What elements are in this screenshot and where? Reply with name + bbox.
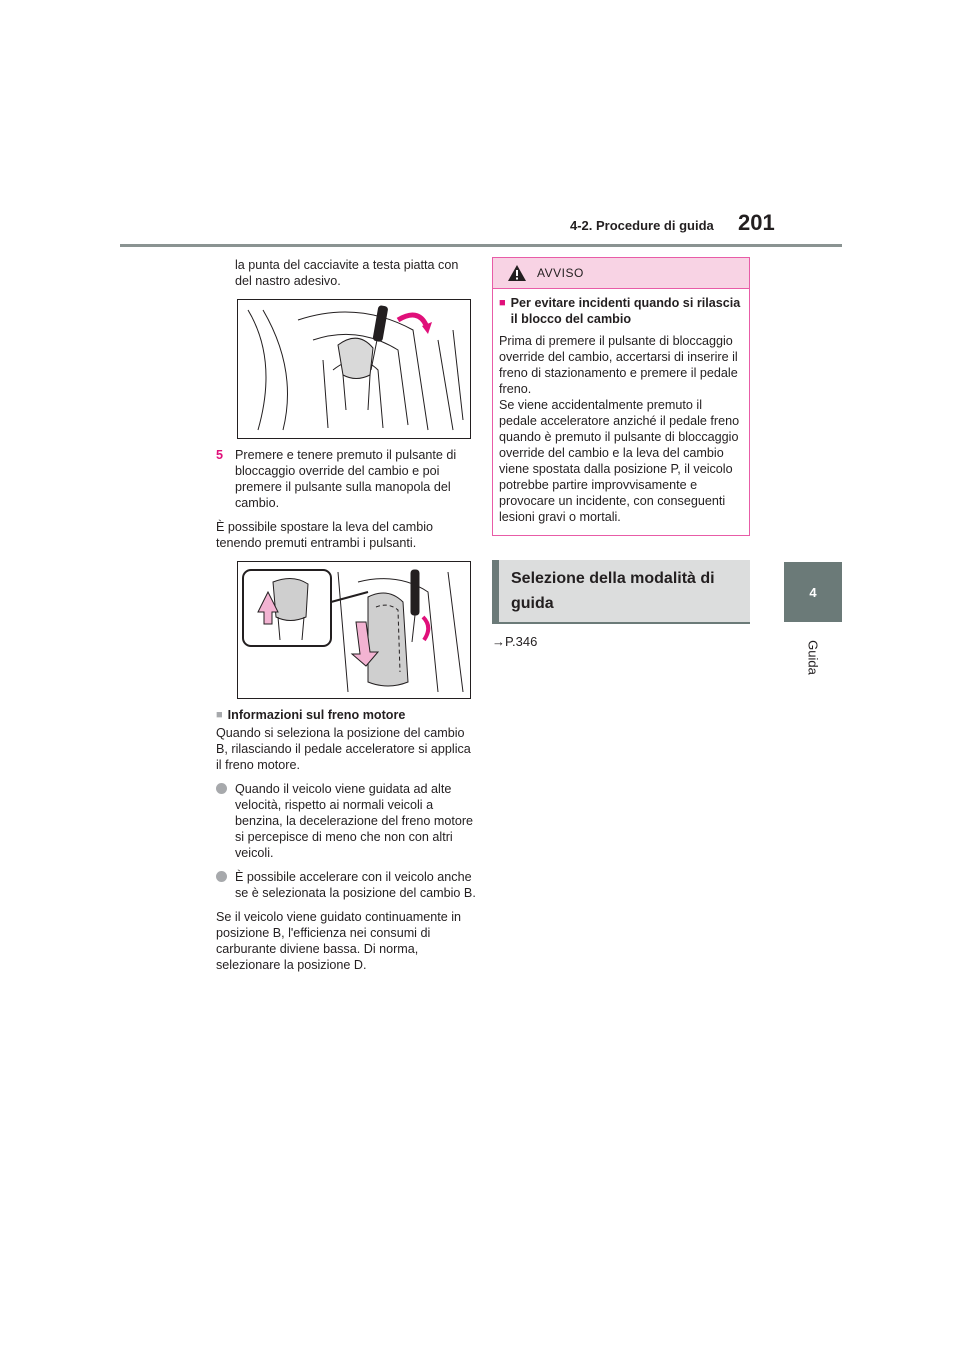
engine-brake-heading: ■ Informazioni sul freno motore bbox=[216, 708, 406, 722]
warning-paragraph: Prima di premere il pulsante di bloccaggio override del cambio, accertarsi di inserire il freno di stazionamento e premere il pedale freno. bbox=[499, 334, 738, 396]
list-item: Quando il veicolo viene guidata ad alte velocità, rispetto ai normali veicoli a benzina, la decelerazione del freno motore si percepisce di meno che non con altri veicoli. bbox=[216, 781, 478, 861]
chapter-tab[interactable]: 4 bbox=[784, 562, 842, 622]
figure-screwdriver-on-lock-button bbox=[237, 299, 471, 439]
section-heading: Selezione della modalità di guida bbox=[492, 560, 750, 624]
engine-brake-text: Quando si seleziona la posizione del cambio B, rilasciando il pedale acceleratore si applica il freno motore. bbox=[216, 726, 471, 772]
chapter-label: Guida bbox=[805, 640, 821, 675]
step-5 bbox=[216, 447, 478, 511]
square-bullet-icon: ■ bbox=[216, 709, 223, 721]
warning-box bbox=[492, 257, 750, 536]
step-text: Premere e tenere premuto il pulsante di bloccaggio override del cambio e poi premere il pulsante sulla manopola del cambio. bbox=[235, 448, 457, 510]
square-bullet-icon: ■ bbox=[499, 297, 506, 309]
running-header-title: 4-2. Procedure di guida bbox=[570, 218, 714, 233]
warning-triangle-icon bbox=[507, 264, 527, 282]
warning-label: AVVISO bbox=[537, 266, 584, 280]
page-number: 201 bbox=[738, 210, 775, 235]
warning-header bbox=[493, 258, 749, 289]
warning-paragraph: Se viene accidentalmente premuto il pedale acceleratore anziché il pedale freno quando è premuto il pulsante di bloccaggio override del cambio e la leva del cambio viene spostata dalla posizione P, il veicolo potrebbe partire improvvisamente e provocare un incidente, con conseguenti lesioni gravi o mortali. bbox=[499, 398, 740, 524]
note-text: È possibile spostare la leva del cambio tenendo premuti entrambi i pulsanti. bbox=[216, 520, 434, 550]
list-item: È possibile accelerare con il veicolo anche se è selezionata la posizione del cambio B. bbox=[216, 869, 478, 901]
page-reference-link[interactable]: →P.346 bbox=[492, 634, 538, 649]
round-bullet-icon bbox=[216, 871, 227, 882]
round-bullet-icon bbox=[216, 783, 227, 794]
closing-text: Se il veicolo viene guidato continuamente in posizione B, l'efficienza nei consumi di carburante diviene bassa. Di norma, selezionare la posizione D. bbox=[216, 910, 462, 972]
warning-subheading: ■ Per evitare incidenti quando si rilascia il blocco del cambio bbox=[499, 296, 741, 326]
step-number: 5 bbox=[216, 448, 224, 462]
header-rule bbox=[120, 244, 842, 247]
right-column bbox=[492, 257, 750, 650]
warning-body bbox=[493, 289, 749, 535]
intro-text: la punta del cacciavite a testa piatta con del nastro adesivo. bbox=[235, 258, 459, 288]
figure-shift-lever-release bbox=[237, 561, 471, 699]
left-column bbox=[216, 257, 478, 973]
